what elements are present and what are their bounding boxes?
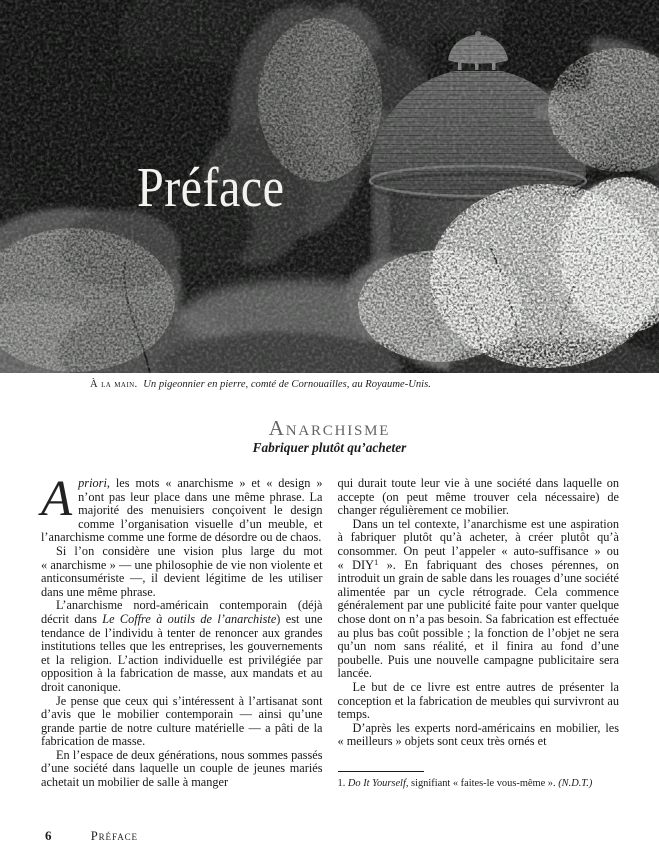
page-title: Préface <box>137 157 285 219</box>
book-title: Le Coffre à outils de l’anarchiste <box>102 611 277 626</box>
page-footer <box>45 828 138 844</box>
paragraph-lead-italic: priori <box>78 476 107 490</box>
drop-cap: A <box>41 471 73 527</box>
footnote-rule <box>338 771 424 772</box>
caption-text: Un pigeonnier en pierre, comté de Cornouailles, au Royaume-Unis. <box>143 379 431 390</box>
body-text <box>41 471 619 790</box>
paragraph-text: ) est une tendance de l’individu à tenter de renoncer aux grandes institutions telles que les entreprises, les gouvernements et la religion. L’action individuelle est privilégiée par opposition à la fabrication de masse, aux mandats et au droit canonique. <box>41 611 323 694</box>
paragraph: Si l’on considère une vision plus large du mot « anarchisme » — une philosophie de vie non violente et anticonsumériste —, il devient légitime de les utiliser dans une même phrase. <box>41 543 323 599</box>
paragraph <box>41 471 323 545</box>
page-number: 6 <box>45 828 52 843</box>
paragraph: En l’espace de deux générations, nous sommes passés d’une société dans laquelle un couple de jeunes mariés achetait un mobilier de salle à manger <box>41 747 323 790</box>
caption-lead: À la main. <box>90 379 138 390</box>
paragraph: Je pense que ceux qui s’intéressent à l’artisanat sont d’avis que le mobilier contemporain — ainsi qu’une grande partie de notre culture matérielle — a pâti de la fabrication de masse. <box>41 693 323 749</box>
section-header <box>0 417 659 455</box>
paragraph <box>338 518 620 681</box>
footnote <box>338 771 620 791</box>
footnote-ndt: (N.D.T.) <box>558 777 593 789</box>
footnote-term: Do It Yourself <box>347 777 406 789</box>
paragraph-text: L’anarchisme nord-américain contemporain (déjà décrit dans <box>41 598 323 626</box>
pigeonnier-photo-illustration <box>0 0 659 373</box>
photo-caption <box>90 379 431 390</box>
hero-photo <box>0 0 659 373</box>
footnote-text <box>338 778 620 791</box>
footnote-body: , signifiant « faites-le vous-même ». <box>405 777 559 789</box>
paragraph: Le but de ce livre est entre autres de présenter la conception et la fabrication de meubles qui survivront au temps. <box>337 679 619 722</box>
paragraph-text: , les mots « anarchisme » et « design » n’ont pas leur place dans une même phrase. La majorité des menuisiers conçoivent le design comme l’organisation visuelle d’un meuble, et l’anarchisme comme une forme de désordre ou de chaos. <box>41 476 323 545</box>
footnote-reference: 1 <box>373 556 379 567</box>
paragraph: qui durait toute leur vie à une société dans laquelle on accepte (on peut même trouver cela nécessaire) de changer régulièrement ce mobilier. <box>337 476 619 518</box>
paragraph-text: Dans un tel contexte, l’anarchisme est une aspiration à fabriquer plutôt qu’à acheter, à créer plutôt qu’à consommer. On peut l’appeler « auto-suffisance » ou « DIY <box>337 516 619 572</box>
paragraph: D’après les experts nord-américains en mobilier, les « meilleurs » objets sont ceux très ornés et <box>337 720 619 749</box>
paragraph-text: ». En fabriquant des choses pérennes, on introduit un grain de sable dans les rouages d’une société alimentée par un cycle rétrograde. Cela commence généralement par une publicité faite pour vanter quelque chose dont on n’a pas besoin. Sa fabrication est effectuée au plus bas coût possible ; la fonction de l’objet ne sera qu’un nom sans réalité, et il finira au fond d’une poubelle. Puis une nouvelle campagne publicitaire sera lancée. <box>337 557 619 681</box>
paragraph <box>41 599 323 694</box>
left-column <box>41 471 323 790</box>
right-column <box>338 477 620 790</box>
section-heading: Anarchisme <box>268 416 391 440</box>
footnote-number: 1. <box>337 777 346 789</box>
footer-label: Préface <box>90 829 138 843</box>
section-subtitle: Fabriquer plutôt qu’acheter <box>252 440 407 455</box>
